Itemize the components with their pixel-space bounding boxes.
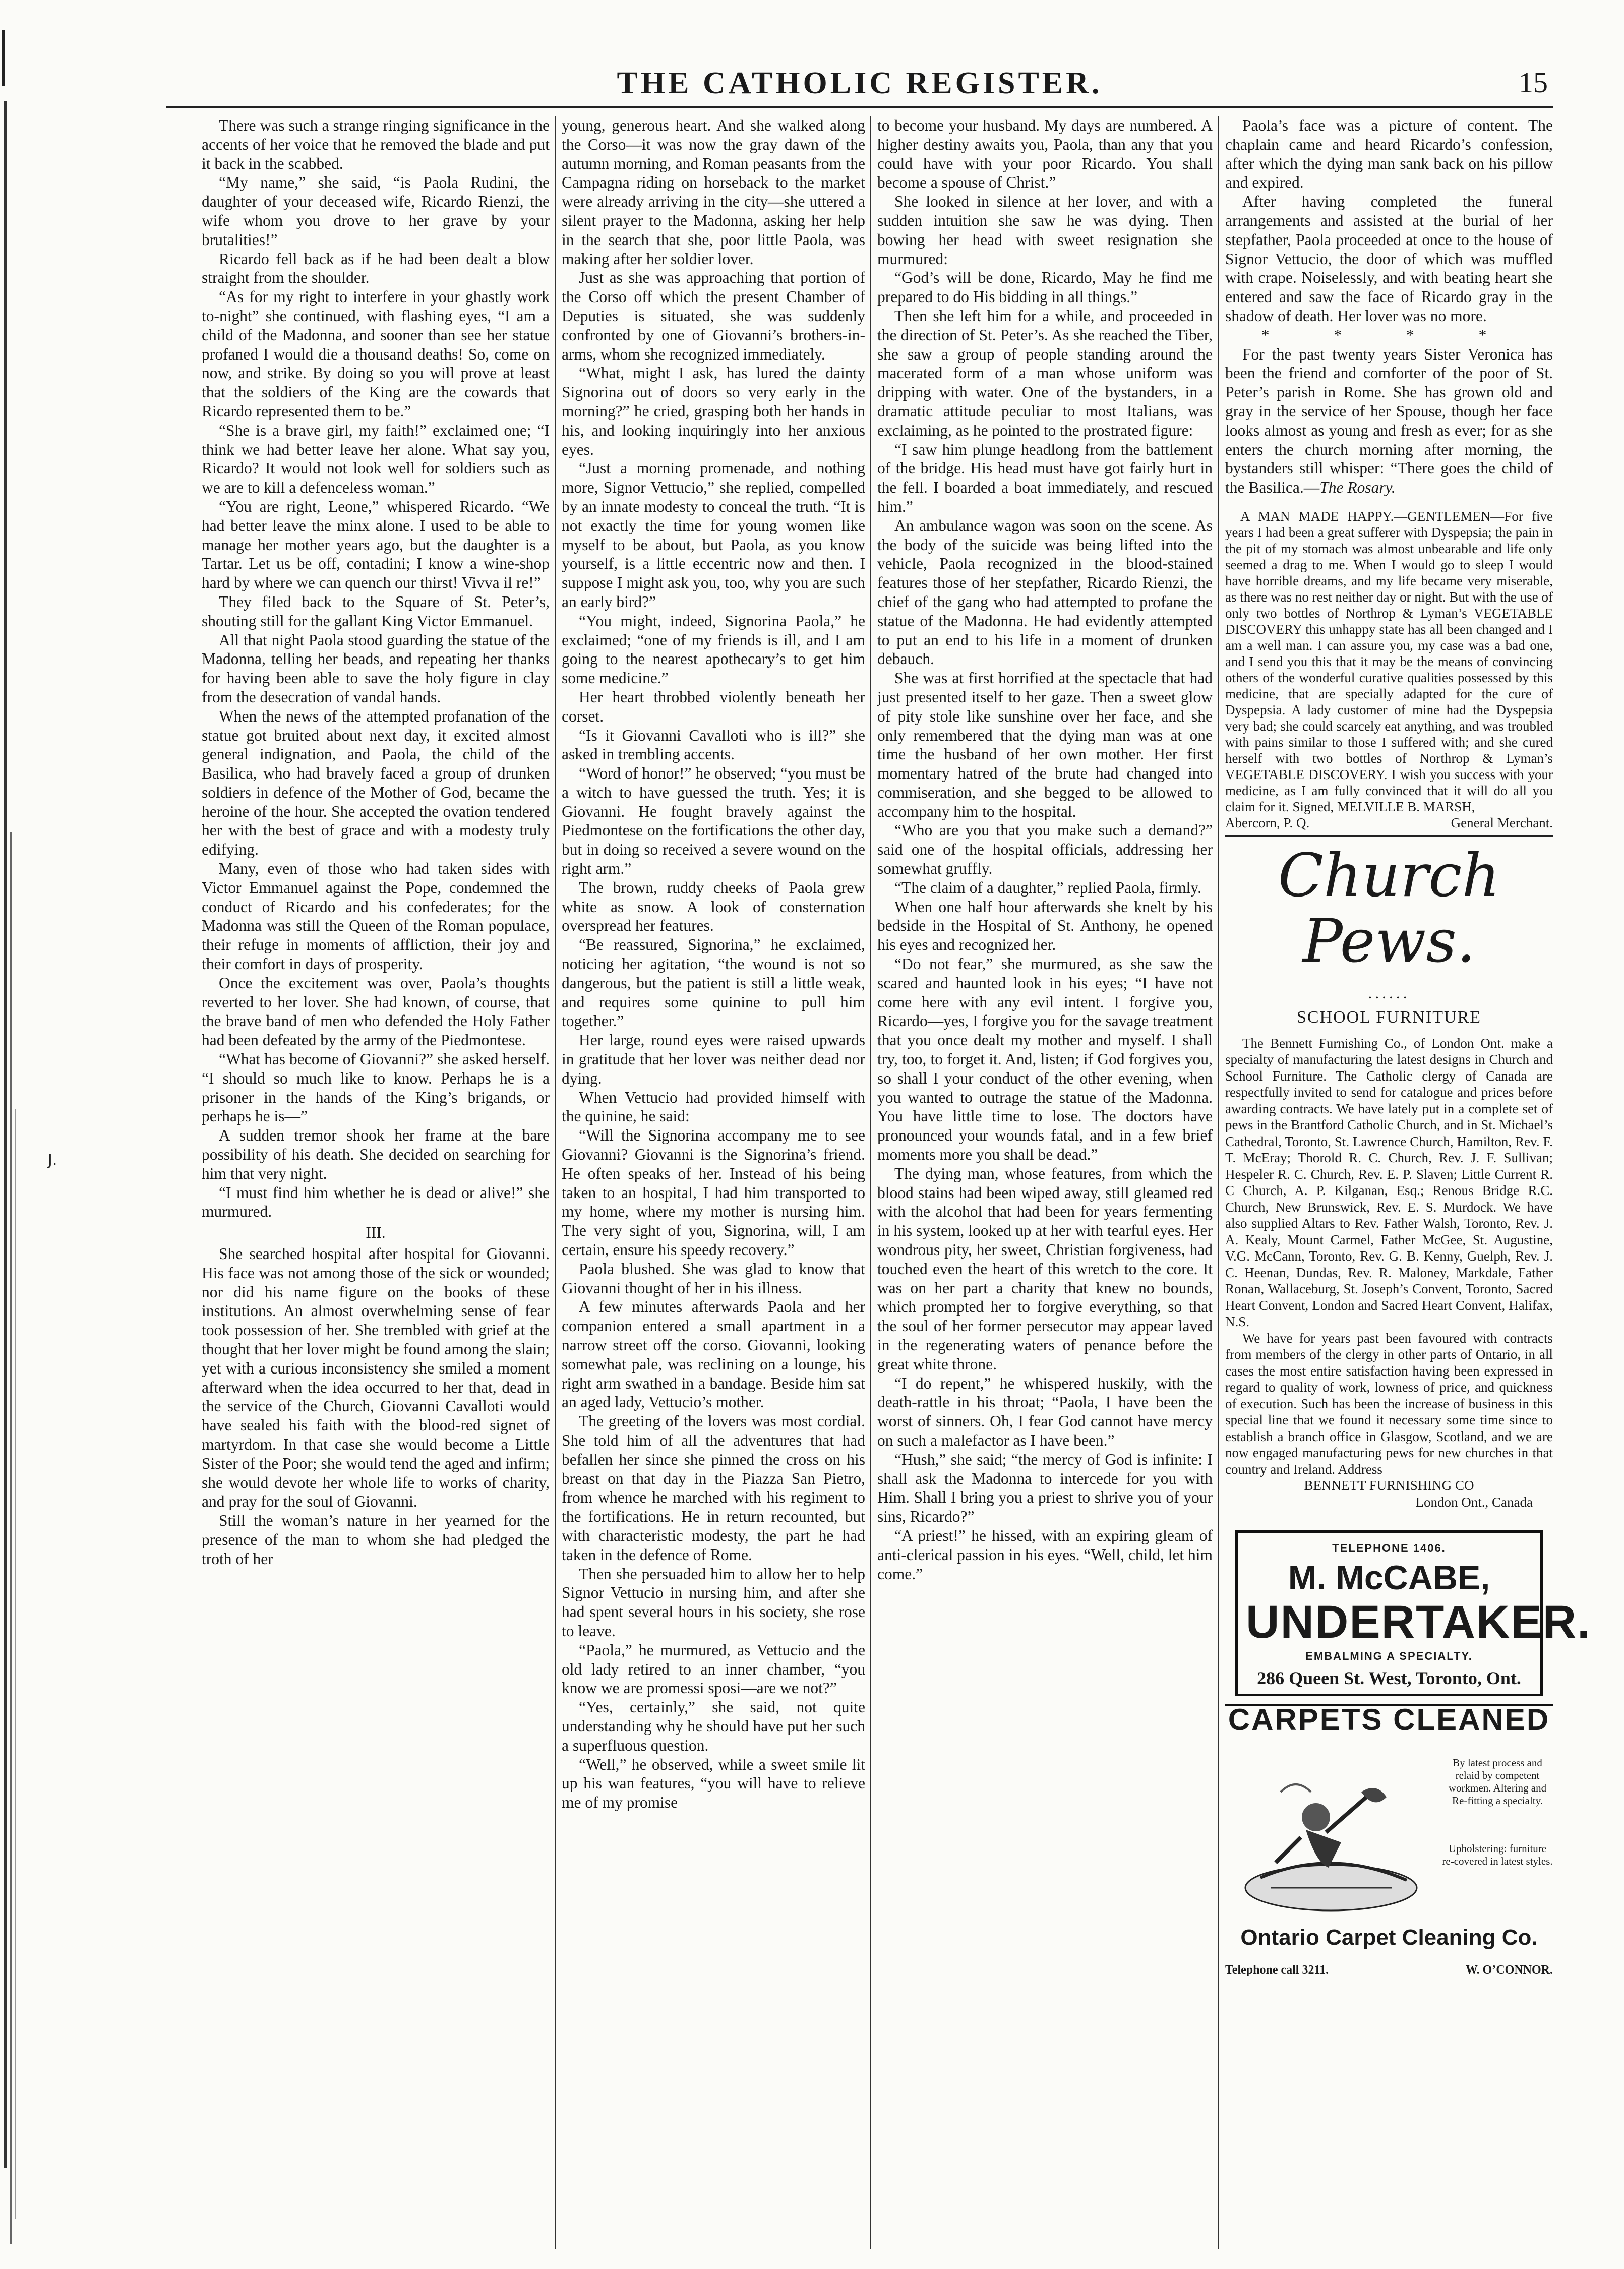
article-paragraph: “Who are you that you make such a demand?” said one of the hospital officials, addressing her somewhat gruffly. <box>877 821 1213 878</box>
article-paragraph: Once the excitement was over, Paola’s thoughts reverted to her lover. She had known, of course, that the brave band of men who defended the Holy Father had been defeated by the army of the Piedmontese. <box>202 974 550 1049</box>
article-paragraph: An ambulance wagon was soon on the scene. As the body of the suicide was being lifted into the vehicle, Paola recognized in the blood-stained features those of her stepfather, Ricardo Rienzi, the chief of the gang who had attempted to profane the statue of the Madonna. He had evidently attempted to put an end to his life in a moment of drunken debauch. <box>877 516 1213 668</box>
carpets-service-text: By latest process and relaid by competent workmen. Altering and Re-fitting a specialty. <box>1448 1757 1547 1807</box>
pews-dots: ...... <box>1368 984 1410 1002</box>
col1-paragraphs <box>202 116 550 1221</box>
ad-carpets-cleaned <box>1225 1704 1553 1993</box>
article-paragraph: “Do not fear,” she murmured, as she saw the scared and haunted look in his eyes; “I have not come here with any evil intent. I forgive you, Ricardo—yes, I forgive you for the savage treatment that you once dealt my mother and myself. I shall try, too, to forget it. And, listen; if God forgives you, so shall I your conduct of the other evening, when you wanted to outrage the statue of the Madonna. You have little time to lose. The doctors have pronounced your wounds fatal, and in a few brief moments more you shall be dead.” <box>877 955 1213 1164</box>
article-paragraph: “Hush,” she said; “the mercy of God is infinite: I shall ask the Madonna to intercede for you with Him. Shall I bring you a priest to shrive you of your sins, Ricardo?” <box>877 1450 1213 1526</box>
article-paragraph: When one half hour afterwards she knelt by his bedside in the Hospital of St. Anthony, he opened his eyes and recognized her. <box>877 898 1213 954</box>
pews-company: BENNETT FURNISHING CO <box>1304 1478 1474 1494</box>
article-paragraph: “What has become of Giovanni?” she asked herself. “I should so much like to know. Perhaps he is a prisoner in the hands of the King’s brigands, or perhaps he is—” <box>202 1050 550 1125</box>
pews-body-2: We have for years past been favoured with contracts from members of the clergy in other parts of Ontario, in all cases the most entire satisfaction having been expressed in regard to quality of work, lowness of price, and quickness of execution. Such has been the increase of business in this special line that we found it necessary some time since to establish a branch office in Glasgow, Scotland, and we are now engaged manufacturing pews for new churches in that country and Ireland. Address <box>1225 1330 1553 1477</box>
article-paragraph: The brown, ruddy cheeks of Paola grew white as snow. A look of consternation overspread her features. <box>562 878 865 935</box>
article-paragraph: She searched hospital after hospital for Giovanni. His face was not among those of the sick or wounded; nor did his name figure on the books of these institutions. An almost overwhelming sense of fear took possession of her. She trembled with grief at the thought that her lover might be found among the slain; yet with a curious inconsistency she smiled a moment afterward when the idea occurred to her that, dead in the service of the Church, Giovanni Cavalloti would have sealed his faith with the blood-red signet of martyrdom. In that case she would become a Little Sister of the Poor; she would tend the aged and infirm; she would devote her whole life to works of charity, and pray for the soul of Giovanni. <box>202 1245 550 1511</box>
column-rule <box>1218 116 1219 2249</box>
article-paragraph: She looked in silence at her lover, and with a sudden intuition she saw he was dying. Then bowing her head with sweet resignation she murmured: <box>877 193 1213 268</box>
carpets-phone: Telephone call 3211. <box>1225 1963 1329 1977</box>
article-paragraph: “A priest!” he hissed, with an expiring gleam of anti-clerical passion in his eyes. “Well, child, let him come.” <box>877 1526 1213 1583</box>
article-paragraph: A sudden tremor shook her frame at the bare possibility of his death. She decided on searching for him that very night. <box>202 1126 550 1182</box>
masthead <box>166 61 1553 108</box>
ad-happy-role: General Merchant. <box>1451 815 1553 830</box>
ad-happy-signature-line <box>1225 815 1553 831</box>
article-paragraph: When Vettucio had provided himself with the quinine, he said: <box>562 1088 865 1125</box>
carpets-company: Ontario Carpet Cleaning Co. <box>1240 1925 1538 1950</box>
article-paragraph: “The claim of a daughter,” replied Paola, firmly. <box>894 878 1201 897</box>
article-paragraph: “You might, indeed, Signorina Paola,” he exclaimed; “one of my friends is ill, and I am going to the nearest apothecary’s to get him some medicine.” <box>562 612 865 687</box>
carpets-headline: CARPETS CLEANED <box>1228 1703 1550 1737</box>
pews-location: London Ont., Canada <box>1415 1494 1533 1510</box>
article-paragraph: Still the woman’s nature in her yearned for the presence of the man to whom she had pledged the troth of her <box>202 1512 550 1568</box>
scan-margin-marks <box>0 0 71 2269</box>
article-paragraph: The greeting of the lovers was most cordial. She told him of all the adventures that had befallen her since she pinned the cross on his breast on that day in the Piazza San Pietro, from whence he marched with his regiment to the fortifications. He in return recounted, but with characteristic modesty, the part he had taken in the defence of Rome. <box>562 1412 865 1564</box>
article-paragraph: “Paola,” he murmured, as Vettucio and the old lady retired to an inner chamber, “you know we are promessi sposi—are we not?” <box>562 1641 865 1697</box>
col3-paragraphs <box>877 116 1213 1583</box>
section-heading: III. <box>366 1224 386 1242</box>
article-paragraph: “She is a brave girl, my faith!” exclaimed one; “I think we had better leave her alone. What say you, Ricardo? It would not look well for soldiers such as we are to kill a defenceless woman.” <box>202 421 550 497</box>
article-paragraph: Her large, round eyes were raised upwards in gratitude that her lover was neither dead nor dying. <box>562 1031 865 1087</box>
article-paragraph: “What, might I ask, has lured the dainty Signorina out of doors so very early in the morning?” he cried, grasping both her hands in his, and looking inquiringly into her anxious eyes. <box>562 364 865 458</box>
section-break-stars: * * * * <box>1261 326 1517 344</box>
article-paragraph: “Just a morning promenade, and nothing more, Signor Vettucio,” she replied, compelled by an innate modesty to conceal the truth. “It is not exactly the time for young women like myself to be about, but Paola, as you know yourself, is a little eccentric now and then. I suppose I might ask you, too, why you are such an early bird?” <box>562 459 865 611</box>
article-paragraph: “Is it Giovanni Cavalloti who is ill?” she asked in trembling accents. <box>562 726 865 763</box>
article-paragraph: “Yes, certainly,” she said, not quite understanding why he should have put her such a superfluous question. <box>562 1698 865 1754</box>
article-paragraph: Many, even of those who had taken sides with Victor Emmanuel against the Pope, condemned the conduct of Ricardo and his confederates; for the Madonna was still the Queen of the Roman populace, their refuge in moments of affliction, their joy and their comfort in days of prosperity. <box>202 860 550 973</box>
article-paragraph: “Will the Signorina accompany me to see Giovanni? Giovanni is the Signorina’s friend. He often speaks of her. Instead of his being taken to an hospital, I had him transported to my home, where my mother is nursing him. The very sight of you, Signorina, will, I am certain, ensure his speedy recovery.” <box>562 1126 865 1259</box>
article-paragraph: Ricardo fell back as if he had been dealt a blow straight from the shoulder. <box>202 250 550 287</box>
article-paragraph: “I saw him plunge headlong from the battlement of the bridge. His head must have got fairly hurt in the fell. I boarded a boat immediately, and rescued him.” <box>877 440 1213 515</box>
article-paragraph: “God’s will be done, Ricardo, May he find me prepared to do His bidding in all things.” <box>877 269 1213 306</box>
col1b-paragraphs <box>202 1244 550 1569</box>
source-citation: The Rosary. <box>1319 479 1396 497</box>
article-paragraph: “As for my right to interfere in your ghastly work to-night” she continued, with flashing eyes, “I am a child of the Madonna, and sooner than see her statue profaned I would die a thousand deaths! So, come on now, and strike. By doing so you will prove at least that the soldiers of the King are the cowards that Ricardo represented them to be.” <box>202 288 550 420</box>
svg-text:J.: J. <box>48 1151 57 1169</box>
article-column-3 <box>877 116 1213 2249</box>
undertaker-telephone: TELEPHONE 1406. <box>1332 1542 1446 1555</box>
article-paragraph: She was at first horrified at the spectacle that had just presented itself to her gaze. Then a sweet glow of pity stole like sunshine over her face, and she only remembered that the dying man was at one time the husband of her own mother. Her first momentary hatred of the brute had changed into commiseration, and she begged to be allowed to accompany him to the hospital. <box>877 669 1213 820</box>
article-paragraph: All that night Paola stood guarding the statue of the Madonna, telling her beads, and repeating her thanks for having been able to save the holy figure in clay from the desecration of vandal hands. <box>202 631 550 706</box>
article-paragraph: “Well,” he observed, while a sweet smile lit up his wan features, “you will have to relieve me of my promise <box>562 1755 865 1812</box>
article-paragraph: They filed back to the Square of St. Peter’s, shouting still for the gallant King Victor Emmanuel. <box>202 592 550 630</box>
carpets-footer <box>1225 1961 1553 1980</box>
closing-paragraph: For the past twenty years Sister Veronica has been the friend and comforter of the poor of St. Peter’s parish in Rome. She has grown old and gray in the service of her Spouse, though her face looks almost as young and fresh as ever; for as she enters the church morning after morning, the bystanders still whisper: “There goes the child of the Basilica.—The Rosary. <box>1225 345 1553 497</box>
carpet-beating-illustration-icon <box>1240 1762 1422 1923</box>
article-paragraph: Paola blushed. She was glad to know that Giovanni thought of her in his illness. <box>562 1260 865 1297</box>
column-rule <box>870 116 871 2249</box>
article-paragraph: After having completed the funeral arrangements and assisted at the burial of her stepfather, Paola proceeded at once to the house of Signor Vettucio, the door of which was muffled with crape. Noiselessly, and with beating heart she entered and saw the face of Ricardo gray in the shadow of death. Her lover was no more. <box>1225 193 1553 325</box>
column-rule <box>555 116 556 2249</box>
article-paragraph: young, generous heart. And she walked along the Corso—it was now the gray dawn of the autumn morning, and Roman peasants from the Campagna riding on horseback to the market were already arriving in the city—she uttered a silent prayer to the Madonna, asking her help in the search that she, poor little Paola, was making after her soldier lover. <box>562 116 865 268</box>
undertaker-address: 286 Queen St. West, Toronto, Ont. <box>1257 1667 1521 1688</box>
pews-subhead: SCHOOL FURNITURE <box>1296 1007 1482 1027</box>
page-number: 15 <box>1519 66 1548 99</box>
ad-man-made-happy <box>1225 508 1553 831</box>
article-paragraph: Her heart throbbed violently beneath her corset. <box>562 688 865 725</box>
newspaper-title: THE CATHOLIC REGISTER. <box>617 66 1103 100</box>
undertaker-name: M. McCABE, <box>1288 1558 1490 1597</box>
carpets-upholstery-text: Upholstering: furniture re-covered in latest styles. <box>1442 1842 1553 1868</box>
article-paragraph: A few minutes afterwards Paola and her companion entered a small apartment in a narrow street off the corso. Giovanni, looking somewhat pale, was reclining on a lounge, his right arm swathed in a bandage. Beside him sat an aged lady, Vettucio’s mother. <box>562 1298 865 1411</box>
article-paragraph: Then she left him for a while, and proceeded in the direction of St. Peter’s. As she reached the Tiber, she saw a group of people standing around the macerated form of a man whose uniform was dripping with water. One of the bystanders, in a dramatic attitude peculiar to most Italians, was exclaiming, as he pointed to the prostrated figure: <box>877 307 1213 439</box>
article-paragraph: “I do repent,” he whispered huskily, with the death-rattle in his throat; “Paola, I have been the worst of sinners. Oh, I fear God cannot have mercy on such a malefactor as I have been.” <box>877 1374 1213 1449</box>
article-paragraph: to become your husband. My days are numbered. A higher destiny awaits you, Paola, than any that you could have with your poor Ricardo. You shall become a spouse of Christ.” <box>877 116 1213 192</box>
ad-happy-place: Abercorn, P. Q. <box>1225 815 1310 830</box>
ad-church-pews <box>1225 835 1553 1510</box>
pews-headline: Church Pews. <box>1278 840 1500 976</box>
article-paragraph: Just as she was approaching that portion of the Corso off which the present Chamber of Deputies is situated, she was suddenly confronted by one of Giovanni’s brothers-in-arms, whom she recognized immediately. <box>562 269 865 363</box>
article-paragraph: “Word of honor!” he observed; “you must be a witch to have guessed the truth. Yes; it is Giovanni. He fought bravely against the Piedmontese on the fortifications the other day, but in doing so received a severe wound on the right arm.” <box>562 764 865 878</box>
article-paragraph: Paola’s face was a picture of content. The chaplain came and heard Ricardo’s confession, after which the dying man sank back on his pillow and expired. <box>1225 116 1553 192</box>
article-column-2 <box>562 116 865 2249</box>
article-paragraph: There was such a strange ringing significance in the accents of her voice that he removed the blade and put it back in the scabbed. <box>202 116 550 172</box>
article-column-4 <box>1225 116 1591 2249</box>
ad-happy-text: A MAN MADE HAPPY.—GENTLEMEN—For five years I had been a great sufferer with Dyspepsia; the pain in the pit of my stomach was almost unbearable and life only seemed a drag to me. When I would go to sleep I would have horrible dreams, and my life became very miserable, as there was no rest neither day or night. But with the use of only two bottles of Northrop & Lyman’s VEGETABLE DISCOVERY this unhappy state has all been changed and I am a well man. I can assure you, my case was a bad one, and I send you this that it may be the means of convincing others of the wonderful curative qualities possessed by this medicine, that are specially adapted for the cure of Dyspepsia. A lady customer of mine had the Dyspepsia very bad; she could scarcely eat anything, and was troubled with pains similar to those I suffered with; and she cured herself with two bottles of Northrop & Lyman’s VEGETABLE DISCOVERY. I wish you success with your medicine, as I am fully convinced that it will do all you claim for it. Signed, MELVILLE B. MARSH, <box>1225 508 1553 814</box>
article-paragraph: When the news of the attempted profanation of the statue got bruited about next day, it excited almost general indignation, and Paola, the child of the Basilica, who had bravely faced a group of drunken soldiers in defence of the Mother of God, became the heroine of the hour. She accepted the ovation tendered her with the best of grace and with a modesty truly edifying. <box>202 707 550 859</box>
article-paragraph: “Be reassured, Signorina,” he exclaimed, noticing her agitation, “the wound is not so dangerous, but the patient is still a little weak, and requires some quinine to pull him together.” <box>562 936 865 1030</box>
ad-undertaker <box>1235 1530 1591 1696</box>
article-paragraph: “My name,” she said, “is Paola Rudini, the daughter of your deceased wife, Ricardo Rienzi, the wife whom you drove to her grave by your brutalities!” <box>202 173 550 249</box>
article-paragraph: The dying man, whose features, from which the blood stains had been wiped away, still gleamed red with the alcohol that had been for years fermenting in his system, looked up at her with tearful eyes. Her wondrous pity, her sweet, Christian forgiveness, had touched even the heart of this wretch to the core. It was on her part a charity that knew no bounds, which prompted her to forgive everything, so that the soul of her former persecutor may appear laved in the regenerating waters of penance before the great white throne. <box>877 1164 1213 1373</box>
article-paragraph: “You are right, Leone,” whispered Ricardo. “We had better leave the minx alone. I used to be able to manage her mother years ago, but the daughter is a Tartar. Let us be off, contadini; I know a wine-shop hard by where we can quench our thirst! Vivva il re!” <box>202 497 550 592</box>
undertaker-specialty: EMBALMING A SPECIALTY. <box>1305 1649 1473 1662</box>
pews-body: The Bennett Furnishing Co., of London Ont. make a specialty of manufacturing the latest designs in Church and School Furniture. The Catholic clergy of Canada are respectfully invited to send for catalogue and prices before awarding contracts. We have lately put in a complete set of pews in the Brantford Catholic Church, and in St. Michael’s Cathedral, Toronto, St. Lawrence Church, Hamilton, Rev. F. T. McEray; Thorold R. C. Church, Rev. J. F. Sullivan; Hespeler R. C. Church, Rev. E. P. Slaven; Little Current R. C Church, A. P. Kilganan, Esq.; Renous Bridge R.C. Church, New Brunswick, Rev. E. S. Murdock. We have also supplied Altars to Rev. Father Walsh, Toronto, Rev. J. A. Kealy, Mount Carmel, Father McGee, St. Augustine, V.G. McCann, Toronto, Rev. G. B. Kenny, Guelph, Rev. J. C. Heenan, Dundas, Rev. R. Maloney, Markdale, Father Ronan, Wallaceburg, St. Joseph’s Convent, Toronto, Sacred Heart Convent, London and Sacred Heart Convent, Halifax, N.S. <box>1225 1035 1553 1330</box>
undertaker-trade: UNDERTAKER. <box>1246 1596 1591 1648</box>
col4-paragraphs <box>1225 116 1553 326</box>
article-paragraph: Then she persuaded him to allow her to help Signor Vettucio in nursing him, and after she had spent several hours in his society, she rose to leave. <box>562 1565 865 1640</box>
article-paragraph: “I must find him whether he is dead or alive!” she murmured. <box>202 1183 550 1221</box>
carpets-proprietor: W. O’CONNOR. <box>1465 1963 1553 1977</box>
article-column-1 <box>202 116 550 2249</box>
col2-paragraphs <box>562 116 865 1812</box>
